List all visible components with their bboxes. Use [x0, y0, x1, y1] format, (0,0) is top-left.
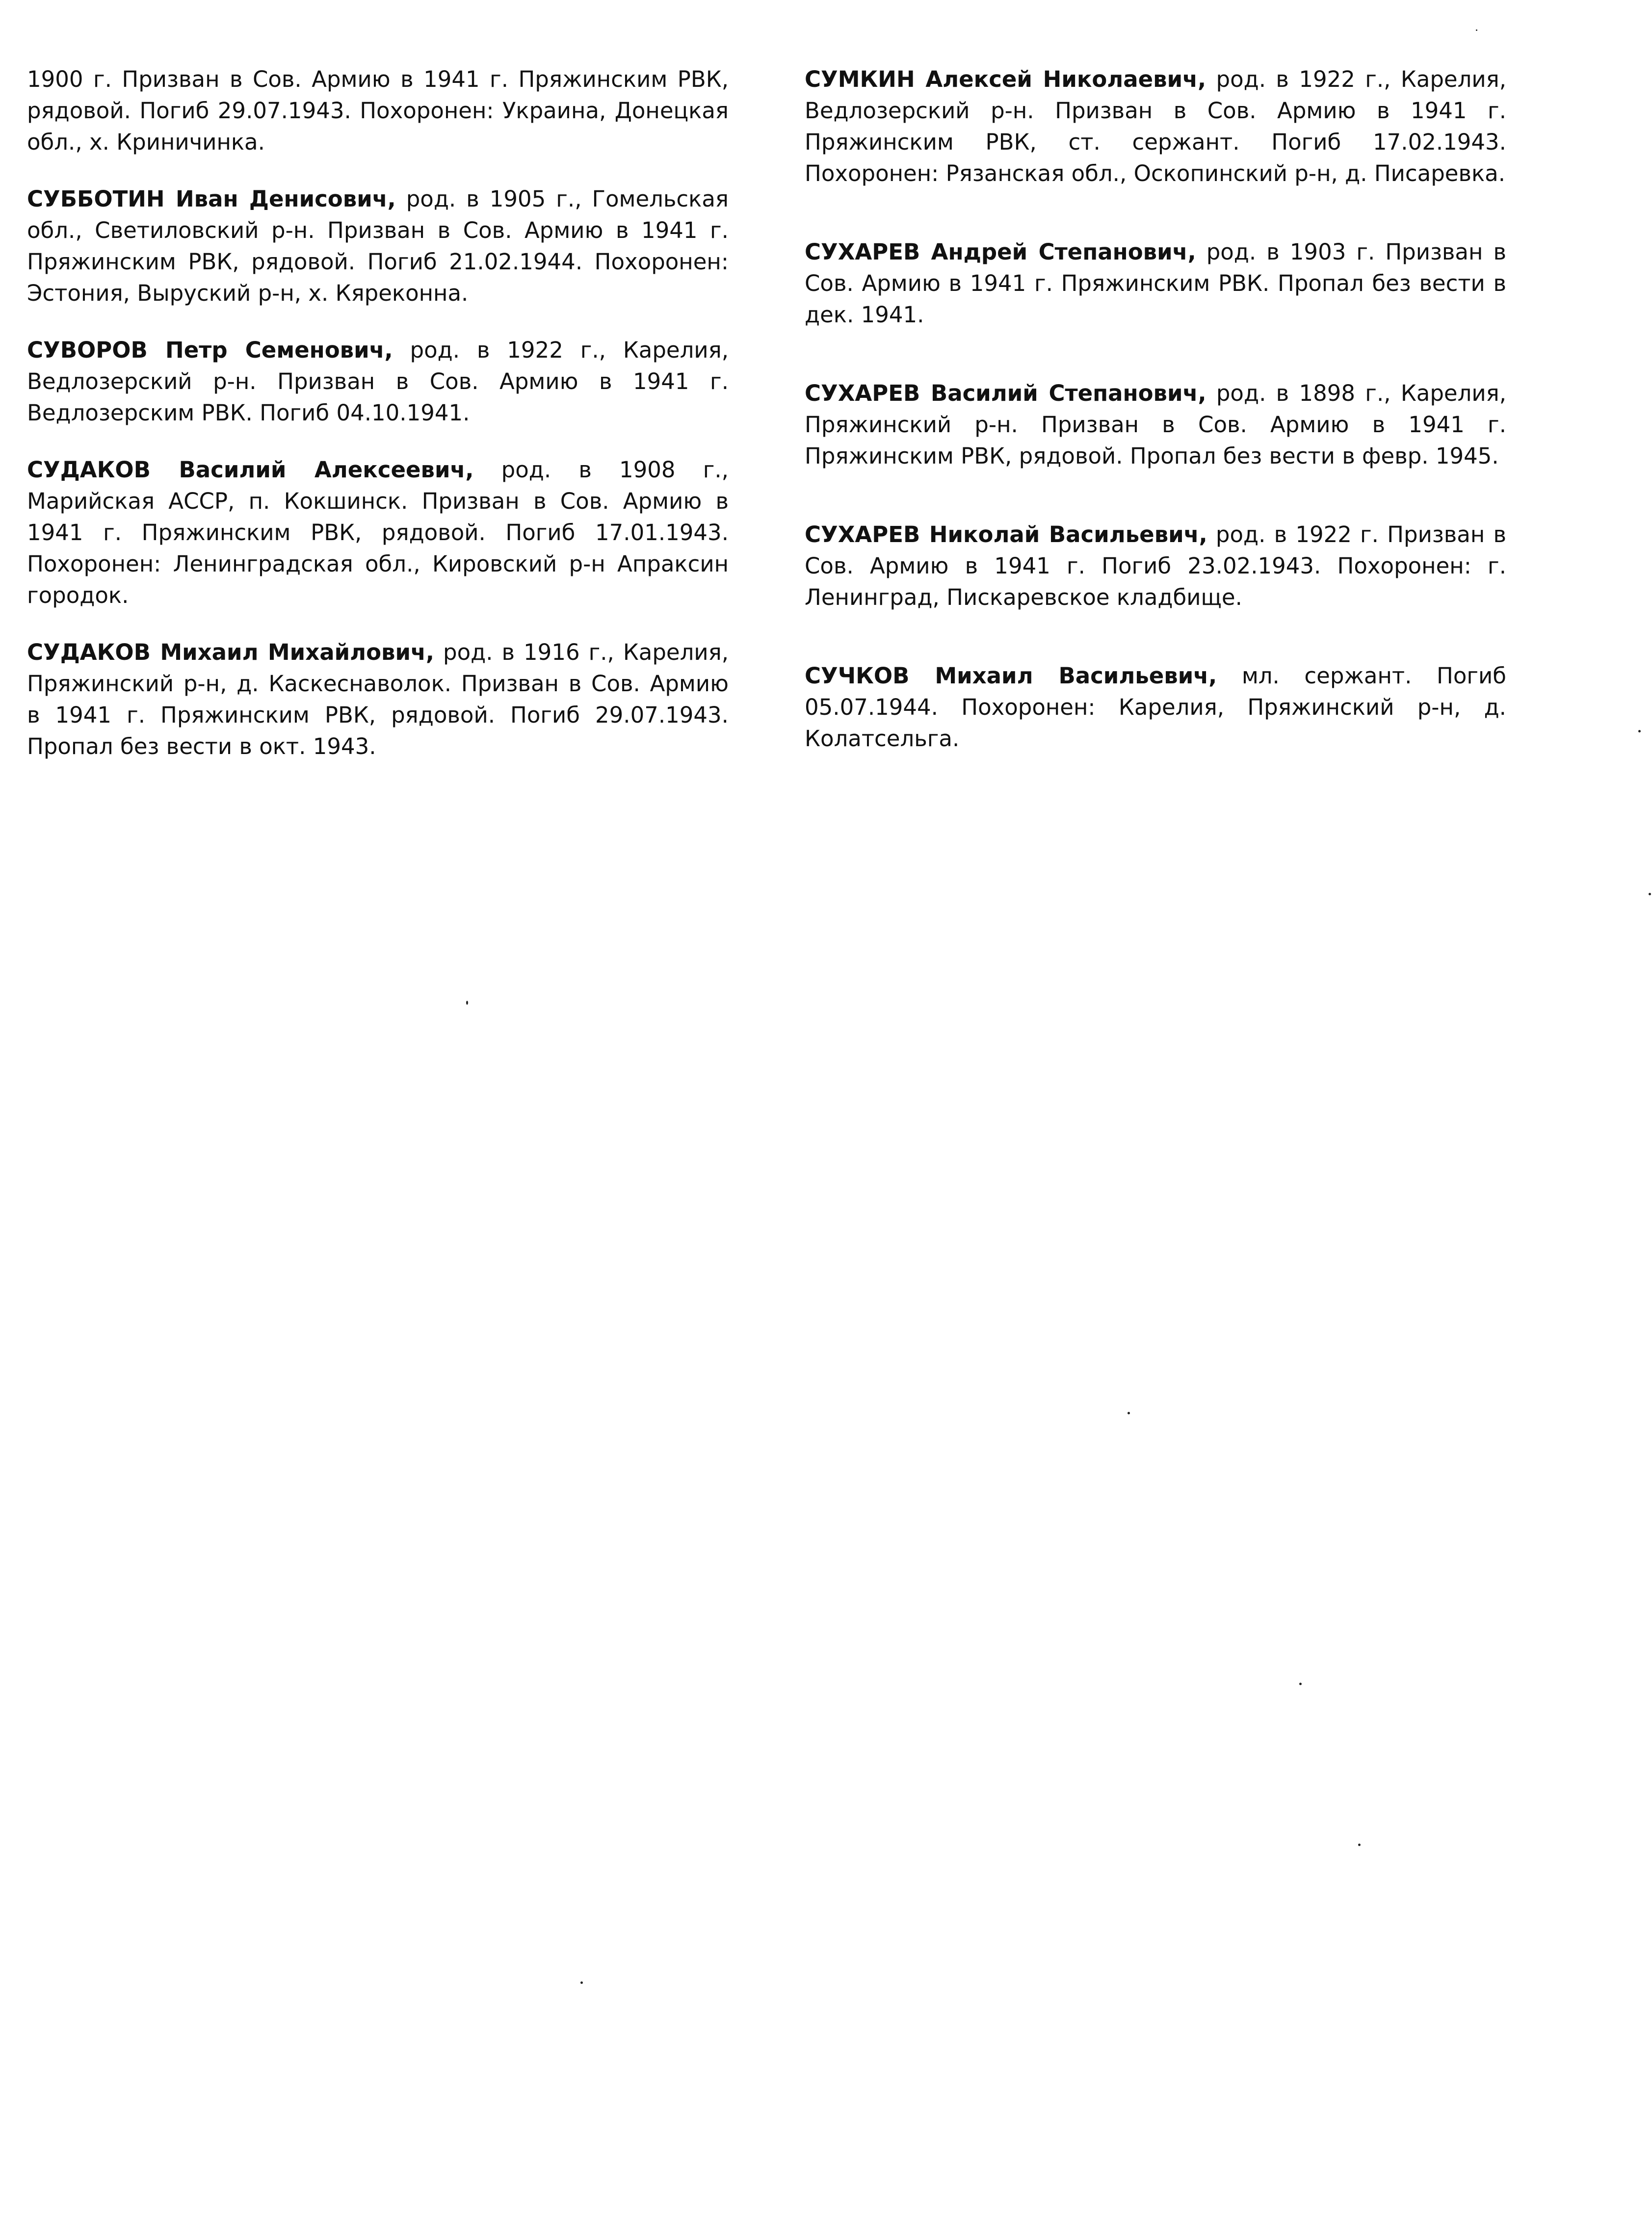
entry-text: род. в 1916 г., Карелия, Пряжинский р-н, д. Каскеснаволок. Призван в Сов. Армию в 1941 г. Пряжинским РВК, рядовой. Погиб 29.07.1943. Пропал без вести в окт. 1943.	[27, 639, 729, 759]
entry-subbotin	[27, 183, 729, 309]
scan-speck	[1649, 893, 1651, 895]
entry-text: род. в 1922 г., Карелия, Ведлозерский р-н. Призван в Сов. Армию в 1941 г. Ведлозерским РВК. Погиб 04.10.1941.	[27, 337, 729, 426]
entry-suvorov	[27, 335, 729, 429]
entry-name: СУЧКОВ Михаил Васильевич,	[805, 663, 1217, 689]
entry-text: род. в 1908 г., Марийская АССР, п. Кокшинск. Призван в Сов. Армию в 1941 г. Пряжинским РВК, рядовой. Погиб 17.01.1943. Похоронен: Ленинградская обл., Кировский р-н Апраксин городок.	[27, 457, 729, 608]
scan-speck	[1128, 1412, 1130, 1414]
entry-name: СУХАРЕВ Василий Степанович,	[805, 380, 1206, 406]
entry-sudakov-mikhail	[27, 637, 729, 762]
entry-name: СУМКИН Алексей Николаевич,	[805, 66, 1206, 92]
entry-text: род. в 1905 г., Гомельская обл., Светиловский р-н. Призван в Сов. Армию в 1941 г. Пряжинским РВК, рядовой. Погиб 21.02.1944. Похоронен: Эстония, Выруский р-н, х. Кяреконна.	[27, 186, 729, 306]
left-column	[27, 64, 729, 788]
entry-sumkin	[805, 64, 1506, 189]
entry-sukharev-vasiliy	[805, 378, 1506, 472]
scan-speck	[1476, 29, 1477, 31]
entry-text: род. в 1922 г. Призван в Сов. Армию в 1941 г. Погиб 23.02.1943. Похоронен: г. Ленинград, Пискаревское кладбище.	[805, 521, 1506, 610]
entry-text: род. в 1922 г., Карелия, Ведлозерский р-н. Призван в Сов. Армию в 1941 г. Пряжинским РВК, ст. сержант. Погиб 17.02.1943. Похоронен: Рязанская обл., Оскопинский р-н, д. Писаревка.	[805, 66, 1506, 186]
entry-sudakov-vasiliy	[27, 454, 729, 611]
scan-speck	[1358, 1844, 1361, 1846]
entry-text: мл. сержант. Погиб 05.07.1944. Похоронен: Карелия, Пряжинский р-н, д. Колатсельга.	[805, 663, 1507, 752]
scan-speck	[466, 1001, 468, 1005]
scan-speck	[1638, 730, 1641, 732]
right-column	[805, 64, 1506, 802]
entry-text: род. в 1898 г., Карелия, Пряжинский р-н. Призван в Сов. Армию в 1941 г. Пряжинским РВК, рядовой. Пропал без вести в февр. 1945.	[805, 380, 1507, 469]
entry-sukharev-andrey	[805, 236, 1506, 331]
entry-suchkov	[805, 660, 1506, 755]
entry-sukharev-nikolay	[805, 519, 1506, 613]
scan-speck	[580, 1981, 583, 1984]
entry-text: 1900 г. Призван в Сов. Армию в 1941 г. Пряжинским РВК, рядовой. Погиб 29.07.1943. Похоронен: Украина, Донецкая обл., х. Криничинка.	[27, 66, 729, 155]
entry-name: СУДАКОВ Михаил Михайлович,	[27, 639, 434, 665]
entry-name: СУББОТИН Иван Денисович,	[27, 186, 396, 212]
scan-speck	[1299, 1683, 1302, 1685]
entry-name: СУХАРЕВ Андрей Степанович,	[805, 239, 1196, 265]
entry-continued	[27, 64, 729, 158]
entry-name: СУВОРОВ Петр Семенович,	[27, 337, 393, 363]
entry-text: род. в 1903 г. Призван в Сов. Армию в 1941 г. Пряжинским РВК. Пропал без вести в дек. 1941.	[805, 239, 1506, 328]
entry-name: СУДАКОВ Василий Алексеевич,	[27, 457, 474, 483]
entry-name: СУХАРЕВ Николай Васильевич,	[805, 521, 1207, 547]
